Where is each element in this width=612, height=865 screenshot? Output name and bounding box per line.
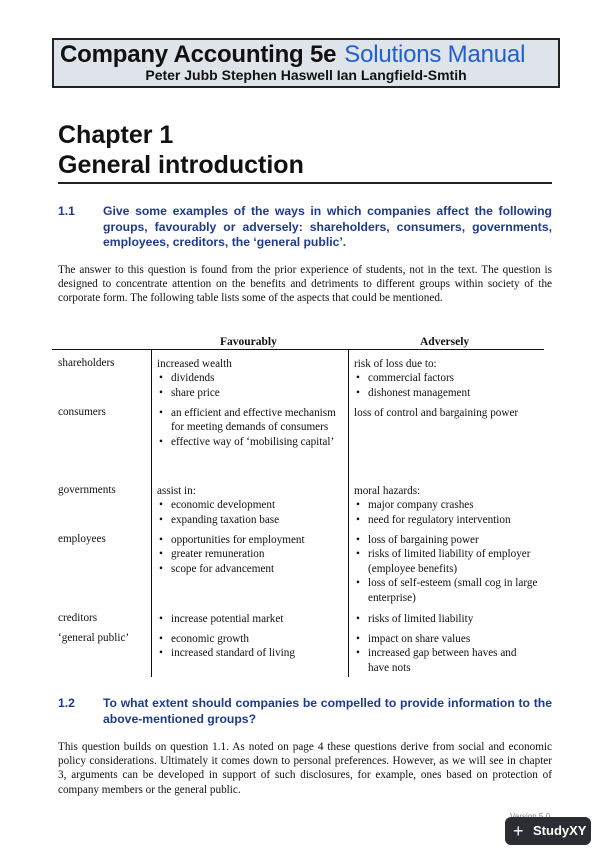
- list-item: • need for regulatory intervention: [354, 513, 546, 527]
- list-item: • opportunities for employment: [157, 533, 345, 547]
- question-number: 1.2: [58, 696, 75, 710]
- table-row-label: shareholders: [58, 357, 115, 369]
- answer-1-1: The answer to this question is found from the prior experience of students, not in the text. The question is designed to concentrate attention on the benefits and detriments to different groups within society of the corporate form. The following table lists some of the aspects that could be mentioned.: [58, 264, 552, 305]
- cell-favourably: [157, 612, 345, 626]
- table-row-label: governments: [58, 484, 116, 496]
- list-item: • effective way of ‘mobilising capital’: [157, 435, 343, 449]
- list-item: • expanding taxation base: [157, 513, 345, 527]
- list-item: • increased gap between haves and have nots: [354, 646, 538, 675]
- cell-favourably: [157, 406, 343, 449]
- table-row-label: ‘general public’: [58, 632, 130, 644]
- cell-favourably: [157, 632, 345, 661]
- col-header-favourably: Favourably: [220, 336, 277, 348]
- list-item: • increased standard of living: [157, 646, 345, 660]
- question-number: 1.1: [58, 204, 75, 218]
- list-item: • dividends: [157, 371, 345, 385]
- studyxy-badge[interactable]: [505, 817, 591, 845]
- table-row-label: employees: [58, 533, 106, 545]
- table-row-label: creditors: [58, 612, 98, 624]
- list-item: • share price: [157, 386, 345, 400]
- question-1-2: [58, 696, 552, 728]
- list-item: • impact on share values: [354, 632, 538, 646]
- table-row-label: consumers: [58, 406, 106, 418]
- table-rule: [52, 349, 544, 350]
- list-item: • dishonest management: [354, 386, 544, 400]
- authors: Peter Jubb Stephen Haswell Ian Langfield-Smtih: [145, 67, 467, 83]
- table-divider: [151, 350, 152, 677]
- list-item: • loss of self-esteem (small cog in large enterprise): [354, 576, 540, 605]
- cell-adversely: [354, 632, 538, 675]
- table-divider: [348, 350, 349, 677]
- question-1-1: [58, 204, 552, 252]
- cell-adversely: loss of control and bargaining power: [354, 407, 519, 419]
- answer-1-2: This question builds on question 1.1. As noted on page 4 these questions derive from social and economic policy considerations. Ultimately it comes down to personal preferences. However, as we will see in chapter 3, arguments can be developed in support of such disclosures, for example, ones based on protection of company members or the general public.: [58, 741, 552, 796]
- question-text: To what extent should companies be compelled to provide information to the above-mentioned groups?: [103, 696, 552, 726]
- list-item: • an efficient and effective mechanism for meeting demands of consumers: [157, 406, 343, 435]
- col-header-adversely: Adversely: [420, 336, 470, 348]
- question-text: Give some examples of the ways in which companies affect the following groups, favourably or adversely: shareholders, consumers, governments, employees, creditors, the ‘general public’.: [103, 204, 552, 249]
- plus-icon: +: [513, 821, 524, 841]
- document-header: [52, 38, 560, 88]
- cell-adversely: moral hazards: • major company crashes • need for regulatory intervention: [354, 484, 546, 527]
- book-subtitle: Solutions Manual: [344, 41, 526, 68]
- chapter-title: General introduction: [58, 151, 304, 179]
- list-item: • major company crashes: [354, 498, 546, 512]
- cell-favourably: [157, 533, 345, 576]
- list-item: • loss of bargaining power: [354, 533, 540, 547]
- list-item: • risks of limited liability: [354, 612, 544, 626]
- cell-adversely: risk of loss due to: • commercial factors • dishonest management: [354, 357, 544, 400]
- list-item: • economic development: [157, 498, 345, 512]
- list-item: • scope for advancement: [157, 562, 345, 576]
- list-item: • increase potential market: [157, 612, 345, 626]
- cell-favourably: increased wealth • dividends • share price: [157, 357, 345, 400]
- list-item: • economic growth: [157, 632, 345, 646]
- cell-adversely: [354, 612, 544, 626]
- chapter-number: Chapter 1: [58, 121, 174, 149]
- chapter-heading: [58, 120, 552, 184]
- cell-adversely: [354, 533, 540, 605]
- list-item: • risks of limited liability of employer (employee benefits): [354, 547, 540, 576]
- brand-label: StudyXY: [533, 823, 587, 838]
- book-title: Company Accounting 5e Solutions Manual: [60, 41, 526, 68]
- list-item: • greater remuneration: [157, 547, 345, 561]
- list-item: • commercial factors: [354, 371, 544, 385]
- cell-favourably: assist in: • economic development • expanding taxation base: [157, 484, 345, 527]
